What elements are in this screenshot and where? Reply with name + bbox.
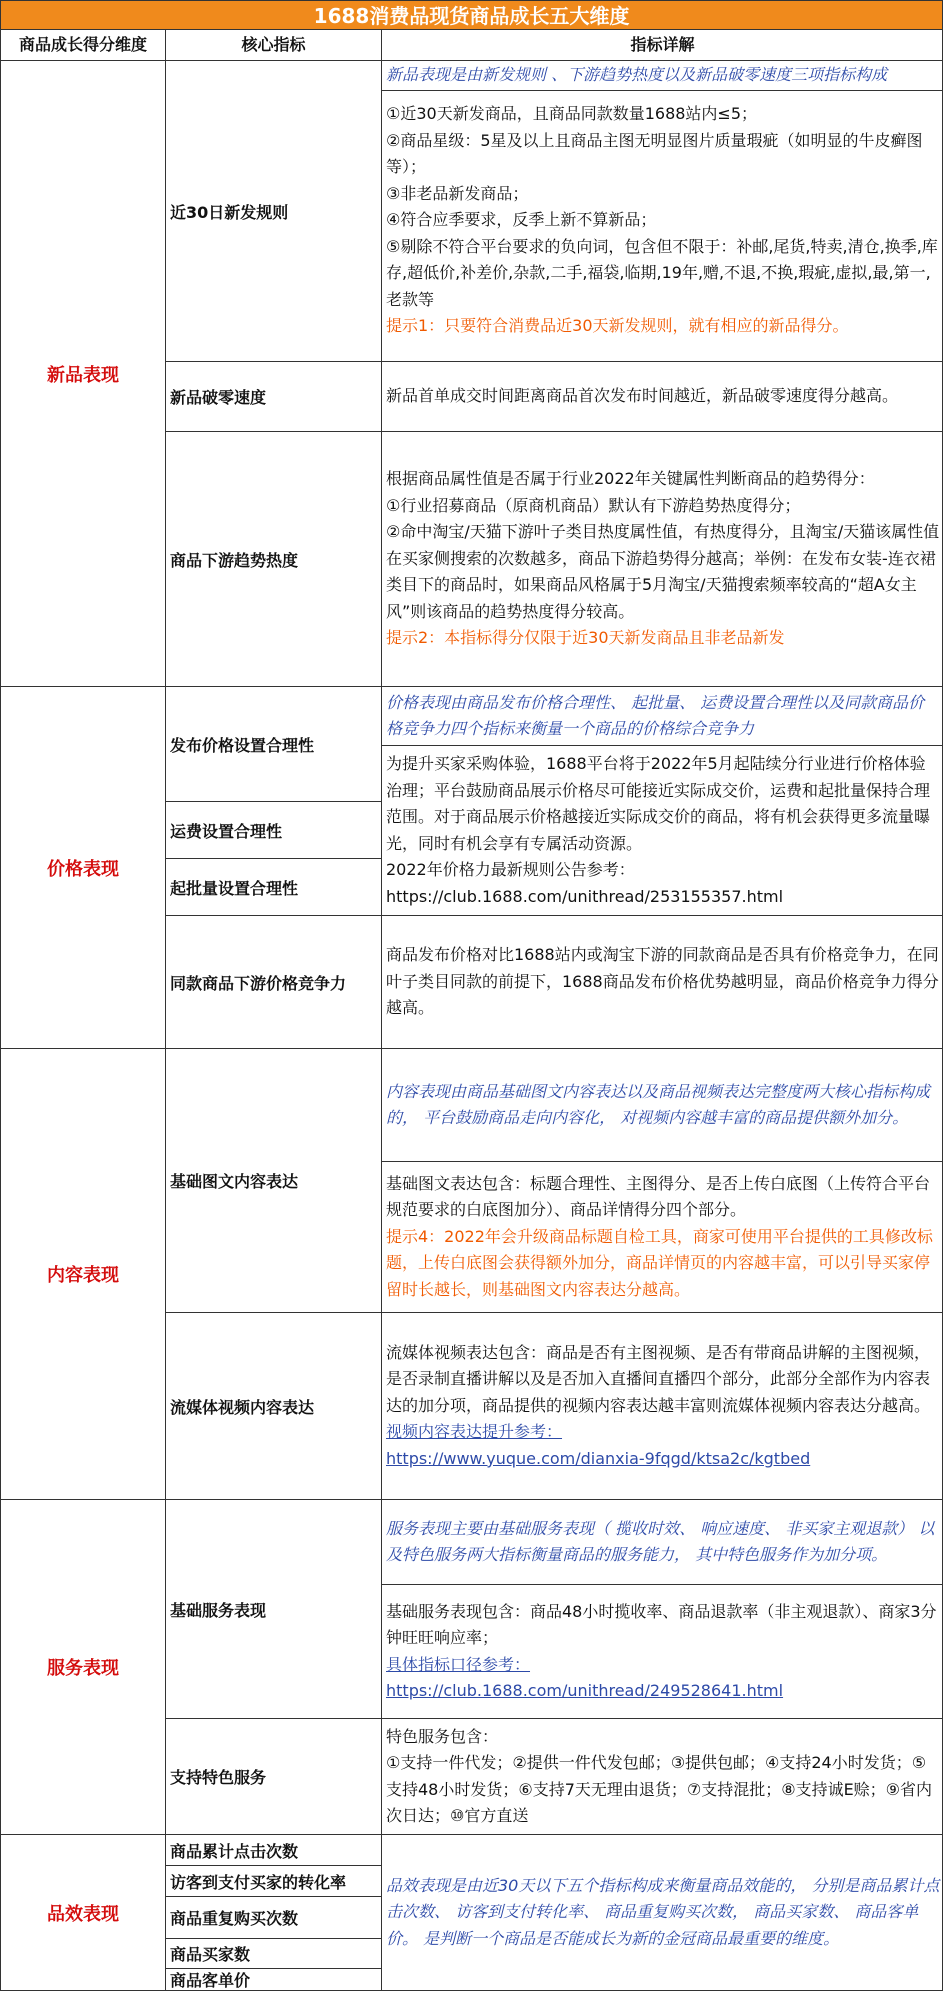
indicator-price-competitiveness: 同款商品下游价格竞争力 [165, 916, 381, 1049]
basic-service-detail [381, 1585, 943, 1719]
tip-4: 提示4：2022年会升级商品标题自检工具，商家可使用平台提供的工具修改标题，上传白底图会获得额外加分，商品详情页的内容越丰富，可以引导买家停留时长越长，则基础图文内容表达分越高。 [386, 1226, 933, 1299]
special-service-list: ①支持一件代发；②提供一件代发包邮；③提供包邮；④支持24小时发货；⑤支持48小时发货；⑥支持7天无理由退货；⑦支持混批；⑧支持诚E赊；⑨省内次日达；⑩官方直送 [386, 1753, 933, 1825]
dimension-efficiency: 品效表现 [0, 1835, 165, 1991]
indicator-zero-break-speed: 新品破零速度 [165, 362, 381, 432]
price-intro: 价格表现由商品发布价格合理性、 起批量、 运费设置合理性以及同款商品价格竞争力四个指标来衡量一个商品的价格综合竞争力 [381, 687, 943, 746]
price-ref-url: https://club.1688.com/unithread/253155357.html [386, 886, 784, 906]
special-service-title: 特色服务包含： [386, 1726, 499, 1746]
price-competitiveness-detail: 商品发布价格对比1688站内或淘宝下游的同款商品是否具有价格竞争力，在同叶子类目同款的前提下，1688商品发布价格优势越明显，商品价格竞争力得分越高。 [381, 916, 943, 1049]
trend-line: 根据商品属性值是否属于行业2022年关键属性判断商品的趋势得分： [386, 469, 875, 488]
indicator-basic-content: 基础图文内容表达 [165, 1049, 381, 1313]
indicator-special-service: 支持特色服务 [165, 1719, 381, 1835]
dimension-content: 内容表现 [0, 1049, 165, 1500]
indicator-basic-service: 基础服务表现 [165, 1500, 381, 1719]
page-title: 1688消费品现货商品成长五大维度 [0, 0, 943, 30]
rule-item: ⑤剔除不符合平台要求的负向词，包含但不限于：补邮,尾货,特卖,清仓,换季,库存,超低价,补差价,杂款,二手,福袋,临期,19年,赠,不退,不换,瑕疵,虚拟,最,第一,老款等 [386, 236, 938, 309]
trend-line: ②命中淘宝/天猫下游叶子类目热度属性值，有热度得分，且淘宝/天猫该属性值在买家侧搜索的次数越多，商品下游趋势得分越高；举例：在发布女装-连衣裙类目下的商品时，如果商品风格属于5月淘宝/天猫搜索频率较高的“超A女主风”则该商品的趋势热度得分较高。 [386, 522, 940, 621]
video-content-detail [381, 1313, 943, 1500]
rule-item: ①近30天新发商品，且商品同款数量1688站内≤5； [386, 104, 758, 123]
new-rule-detail [381, 91, 943, 362]
video-ref-link[interactable]: 视频内容表达提升参考： [386, 1422, 563, 1442]
rule-item: ②商品星级：5星及以上且商品主图无明显图片质量瑕疵（如明显的牛皮癣图等）； [386, 130, 923, 176]
header-core-indicator: 核心指标 [165, 30, 381, 61]
rule-item: ③非老品新发商品； [386, 183, 529, 203]
indicator-avg-order-value: 商品客单价 [165, 1969, 381, 1991]
rule-item: ④符合应季要求，反季上新不算新品； [386, 210, 657, 229]
indicator-video-content: 流媒体视频内容表达 [165, 1313, 381, 1500]
service-ref-link[interactable]: 具体指标口径参考： [386, 1654, 531, 1674]
price-ref-label: 2022年价格力最新规则公告参考： [386, 860, 635, 879]
basic-service-text: 基础服务表现包含：商品48小时揽收率、商品退款率（非主观退款）、商家3分钟旺旺响应率； [386, 1601, 937, 1647]
indicator-click-count: 商品累计点击次数 [165, 1835, 381, 1866]
dimension-new-product: 新品表现 [0, 61, 165, 687]
indicator-shipping-setting: 运费设置合理性 [165, 802, 381, 859]
header-dimension: 商品成长得分维度 [0, 30, 165, 61]
indicator-conversion-rate: 访客到支付买家的转化率 [165, 1866, 381, 1897]
indicator-30day-new-rule: 近30日新发规则 [165, 61, 381, 362]
dimension-price: 价格表现 [0, 687, 165, 1049]
indicator-repurchase-count: 商品重复购买次数 [165, 1897, 381, 1939]
tip-1: 提示1：只要符合消费品近30天新发规则，就有相应的新品得分。 [386, 316, 849, 335]
price-body: 为提升买家采购体验，1688平台将于2022年5月起陆续分行业进行价格体验治理；平台鼓励商品展示价格尽可能接近实际成交价，运费和起批量保持合理范围。对于商品展示价格越接近实际成交价的商品，将有机会获得更多流量曝光，同时有机会享有专属活动资源。 [386, 754, 931, 853]
header-indicator-detail: 指标详解 [381, 30, 943, 61]
basic-content-text: 基础图文表达包含：标题合理性、主图得分、是否上传白底图（上传符合平台规范要求的白底图加分）、商品详情得分四个部分。 [386, 1173, 931, 1220]
indicator-downstream-trend: 商品下游趋势热度 [165, 432, 381, 687]
basic-content-detail [381, 1162, 943, 1313]
tip-2: 提示2：本指标得分仅限于近30天新发商品且非老品新发 [386, 628, 785, 647]
price-rule-detail [381, 746, 943, 916]
efficiency-intro: 品效表现是由近30天以下五个指标构成来衡量商品效能的， 分别是商品累计点击次数、 访客到支付转化率、 商品重复购买次数， 商品买家数、 商品客单价。 是判断一个商品是否能成长为新的金冠商品最重要的维度。 [381, 1835, 943, 1991]
service-intro: 服务表现主要由基础服务表现（ 揽收时效、 响应速度、 非买家主观退款） 以及特色服务两大指标衡量商品的服务能力， 其中特色服务作为加分项。 [381, 1500, 943, 1585]
new-product-intro: 新品表现是由新发规则 、下游趋势热度以及新品破零速度三项指标构成 [381, 61, 943, 91]
trend-line: ①行业招募商品（原商机商品）默认有下游趋势热度得分； [386, 495, 801, 515]
indicator-price-setting: 发布价格设置合理性 [165, 687, 381, 802]
video-url-link[interactable]: https://www.yuque.com/dianxia-9fqgd/ktsa2c/kgtbed [386, 1448, 811, 1468]
content-intro: 内容表现由商品基础图文内容表达以及商品视频表达完整度两大核心指标构成的， 平台鼓励商品走向内容化， 对视频内容越丰富的商品提供额外加分。 [381, 1049, 943, 1162]
special-service-detail [381, 1719, 943, 1835]
video-content-text: 流媒体视频表达包含：商品是否有主图视频、是否有带商品讲解的主图视频，是否录制直播讲解以及是否加入直播间直播四个部分，此部分全部作为内容表达的加分项，商品提供的视频内容表达越丰富则流媒体视频内容表达分越高。 [386, 1342, 931, 1415]
dimension-service: 服务表现 [0, 1500, 165, 1835]
zero-break-speed-detail: 新品首单成交时间距离商品首次发布时间越近，新品破零速度得分越高。 [381, 362, 943, 432]
indicator-buyer-count: 商品买家数 [165, 1939, 381, 1969]
trend-detail [381, 432, 943, 687]
service-url-link[interactable]: https://club.1688.com/unithread/249528641.html [386, 1681, 784, 1700]
indicator-min-order-setting: 起批量设置合理性 [165, 859, 381, 916]
